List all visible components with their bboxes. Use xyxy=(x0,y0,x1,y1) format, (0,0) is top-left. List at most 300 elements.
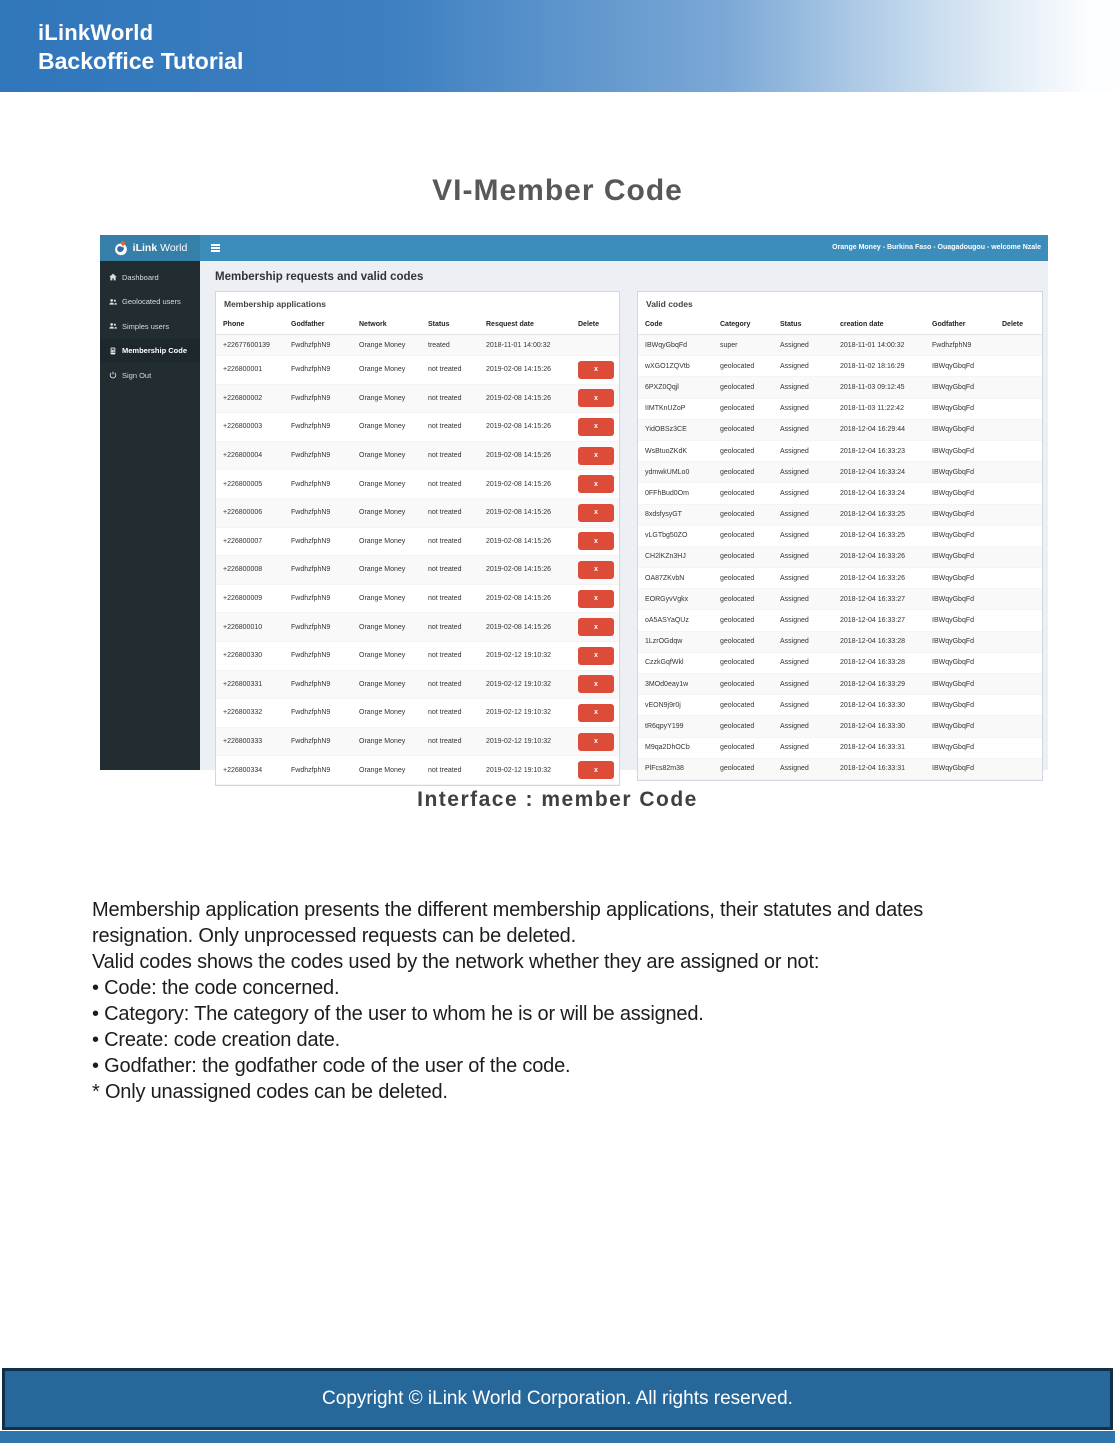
table-cell: FwdhzfphN9 xyxy=(291,537,331,545)
table-cell: 2019-02-08 14:15:26 xyxy=(486,537,551,545)
table-cell: Assigned xyxy=(780,595,809,603)
delete-button[interactable]: x xyxy=(578,675,614,693)
table-cell: 2018-11-01 14:00:32 xyxy=(840,341,905,349)
table-cell: 2019-02-08 14:15:26 xyxy=(486,623,551,631)
table-cell: Orange Money xyxy=(359,423,406,431)
delete-button[interactable]: x xyxy=(578,389,614,407)
panel-title: Valid codes xyxy=(646,299,693,309)
table-cell: not treated xyxy=(428,738,462,746)
table-cell: OA87ZKvbN xyxy=(645,574,685,582)
doc-banner-line2: Backoffice Tutorial xyxy=(38,48,244,74)
figure-caption: Interface : member Code xyxy=(417,788,698,811)
table-row xyxy=(638,505,1042,526)
table-cell: 6PXZ0Qqjl xyxy=(645,383,679,391)
delete-cell xyxy=(571,389,619,407)
table-cell: not treated xyxy=(428,623,462,631)
app-page-heading: Membership requests and valid codes xyxy=(215,271,424,283)
table-cell: not treated xyxy=(428,595,462,603)
table-cell: 2018-12-04 16:33:24 xyxy=(840,489,905,497)
panel-title: Membership applications xyxy=(224,299,327,309)
table-cell: Orange Money xyxy=(359,509,406,517)
table-cell: +226800004 xyxy=(223,452,263,460)
table-cell: geolocated xyxy=(720,447,755,455)
table-cell: Assigned xyxy=(780,447,809,455)
table-cell: FwdhzfphN9 xyxy=(291,680,331,688)
table-cell: 2019-02-08 14:15:26 xyxy=(486,595,551,603)
delete-button[interactable]: x xyxy=(578,704,614,722)
table-cell: IIMTKnUZoP xyxy=(645,405,686,413)
table-cell: treated xyxy=(428,341,450,349)
table-cell: EORGyvVgkx xyxy=(645,595,689,603)
column-header: Category xyxy=(720,320,751,328)
globe-pin-icon xyxy=(113,240,129,256)
delete-button[interactable]: x xyxy=(578,532,614,550)
table-cell: 2019-02-12 19:10:32 xyxy=(486,652,551,660)
table-cell: PlFcs82m38 xyxy=(645,765,684,773)
table-row xyxy=(216,585,619,614)
table-cell: Assigned xyxy=(780,659,809,667)
table-cell: not treated xyxy=(428,394,462,402)
table-cell: not treated xyxy=(428,366,462,374)
table-cell: geolocated xyxy=(720,744,755,752)
table-cell: super xyxy=(720,341,738,349)
table-cell: not treated xyxy=(428,566,462,574)
table-cell: 2018-12-04 16:33:26 xyxy=(840,574,905,582)
table-row xyxy=(638,759,1042,780)
table-cell: 2018-12-04 16:33:28 xyxy=(840,638,905,646)
table-cell: 1LzrOGdqw xyxy=(645,638,683,646)
table-cell: IBWqyGbqFd xyxy=(932,617,975,625)
table-row xyxy=(638,377,1042,398)
table-cell: IBWqyGbqFd xyxy=(932,722,975,730)
table-cell: 2018-12-04 16:33:30 xyxy=(840,722,905,730)
app-screenshot xyxy=(100,235,1048,774)
table-cell: 2018-12-04 16:33:27 xyxy=(840,617,905,625)
table-cell: FwdhzfphN9 xyxy=(291,623,331,631)
delete-cell xyxy=(571,418,619,436)
table-cell: Orange Money xyxy=(359,341,406,349)
table-cell: Orange Money xyxy=(359,680,406,688)
doc-banner xyxy=(0,0,1115,92)
table-cell: Orange Money xyxy=(359,452,406,460)
table-cell: +226800006 xyxy=(223,509,263,517)
table-cell: vLGTbg50ZO xyxy=(645,532,688,540)
table-row xyxy=(638,695,1042,716)
delete-button[interactable]: x xyxy=(578,504,614,522)
table-row xyxy=(638,547,1042,568)
table-row xyxy=(216,671,619,700)
column-header: Resquest date xyxy=(486,320,534,328)
table-cell: not treated xyxy=(428,423,462,431)
table-cell: IBWqyGbqFd xyxy=(932,574,975,582)
table-cell: IBWqyGbqFd xyxy=(932,489,975,497)
delete-cell xyxy=(571,361,619,379)
table-cell: CH2lKZn3HJ xyxy=(645,553,686,561)
table-cell: FwdhzfphN9 xyxy=(291,366,331,374)
delete-button[interactable]: x xyxy=(578,733,614,751)
table-cell: IBWqyGbqFd xyxy=(932,680,975,688)
table-cell: not treated xyxy=(428,480,462,488)
page-title: VI-Member Code xyxy=(432,174,683,207)
table-cell: geolocated xyxy=(720,722,755,730)
table-cell: Orange Money xyxy=(359,623,406,631)
table-cell: geolocated xyxy=(720,617,755,625)
membership-applications-panel xyxy=(215,291,620,786)
table-cell: 2019-02-08 14:15:26 xyxy=(486,423,551,431)
power-icon xyxy=(109,371,117,379)
table-cell: FwdhzfphN9 xyxy=(291,738,331,746)
table-cell: Assigned xyxy=(780,765,809,773)
table-cell: geolocated xyxy=(720,383,755,391)
delete-button[interactable]: x xyxy=(578,647,614,665)
table-cell: +226800007 xyxy=(223,537,263,545)
table-cell: not treated xyxy=(428,680,462,688)
table-cell: Assigned xyxy=(780,638,809,646)
table-cell: 2018-12-04 16:33:24 xyxy=(840,468,905,476)
table-cell: not treated xyxy=(428,537,462,545)
table-row xyxy=(216,442,619,471)
table-cell: WsBtuoZKdK xyxy=(645,447,688,455)
table-cell: M9qa2DhOCb xyxy=(645,744,690,752)
table-cell: IBWqyGbqFd xyxy=(645,341,688,349)
table-cell: 3MOd0eay1w xyxy=(645,680,689,688)
table-cell: Assigned xyxy=(780,744,809,752)
table-cell: 2018-11-02 18:16:29 xyxy=(840,362,905,370)
column-header: Godfather xyxy=(932,320,966,328)
table-cell: FwdhzfphN9 xyxy=(291,452,331,460)
table-cell: geolocated xyxy=(720,574,755,582)
column-header: creation date xyxy=(840,320,884,328)
table-cell: Assigned xyxy=(780,468,809,476)
table-cell: not treated xyxy=(428,766,462,774)
footer-strip xyxy=(0,1431,1115,1443)
delete-cell xyxy=(571,675,619,693)
delete-button[interactable]: x xyxy=(578,475,614,493)
table-cell: 2019-02-08 14:15:26 xyxy=(486,452,551,460)
table-cell: 0FFhBud0Om xyxy=(645,489,689,497)
table-cell: FwdhzfphN9 xyxy=(291,394,331,402)
table-row xyxy=(638,674,1042,695)
table-cell: +226800010 xyxy=(223,623,263,631)
table-cell: 2018-12-04 16:33:31 xyxy=(840,765,905,773)
delete-cell xyxy=(571,561,619,579)
table-cell: FwdhzfphN9 xyxy=(291,766,331,774)
table-cell: Assigned xyxy=(780,680,809,688)
sidebar-item-simples-users[interactable]: Simples users xyxy=(100,314,200,339)
table-cell: +226800334 xyxy=(223,766,263,774)
table-cell: geolocated xyxy=(720,595,755,603)
hamburger-menu-icon[interactable] xyxy=(211,244,220,251)
table-row xyxy=(638,335,1042,356)
table-cell: Assigned xyxy=(780,722,809,730)
table-cell: +226800331 xyxy=(223,680,263,688)
app-navbar-main xyxy=(200,235,1048,261)
table-cell: IBWqyGbqFd xyxy=(932,405,975,413)
table-cell: Orange Money xyxy=(359,595,406,603)
delete-cell xyxy=(571,761,619,779)
delete-button[interactable]: x xyxy=(578,590,614,608)
delete-button[interactable]: x xyxy=(578,618,614,636)
table-row xyxy=(638,589,1042,610)
column-header: Delete xyxy=(578,320,600,328)
table-row xyxy=(638,441,1042,462)
table-cell: +226800009 xyxy=(223,595,263,603)
column-header: Network xyxy=(359,320,387,328)
delete-button[interactable]: x xyxy=(578,761,614,779)
table-row xyxy=(638,526,1042,547)
delete-cell xyxy=(571,504,619,522)
table-cell: Orange Money xyxy=(359,480,406,488)
table-cell: geolocated xyxy=(720,362,755,370)
table-cell: 2018-12-04 16:33:27 xyxy=(840,595,905,603)
membership-applications-table xyxy=(216,314,619,785)
table-cell: +226800001 xyxy=(223,366,263,374)
table-header-row xyxy=(216,314,619,335)
table-cell: Assigned xyxy=(780,701,809,709)
body-line: • Create: code creation date. xyxy=(92,1029,341,1051)
table-cell: 2018-12-04 16:33:23 xyxy=(840,447,905,455)
table-cell: 2018-12-04 16:33:25 xyxy=(840,511,905,519)
valid-codes-panel xyxy=(637,291,1043,781)
app-content xyxy=(200,261,1048,774)
app-brand: iLink World xyxy=(132,242,188,254)
table-cell: not treated xyxy=(428,452,462,460)
table-cell: Assigned xyxy=(780,553,809,561)
table-cell: geolocated xyxy=(720,553,755,561)
table-cell: 2018-12-04 16:29:44 xyxy=(840,426,905,434)
table-cell: geolocated xyxy=(720,659,755,667)
table-cell: geolocated xyxy=(720,638,755,646)
table-cell: IBWqyGbqFd xyxy=(932,362,975,370)
table-cell: 2019-02-12 19:10:32 xyxy=(486,766,551,774)
table-cell: Assigned xyxy=(780,341,809,349)
table-row xyxy=(638,738,1042,759)
delete-cell xyxy=(571,618,619,636)
table-cell: Orange Money xyxy=(359,738,406,746)
table-cell: 2019-02-08 14:15:26 xyxy=(486,394,551,402)
delete-cell xyxy=(571,475,619,493)
delete-cell xyxy=(571,647,619,665)
navbar-user-info: Orange Money - Burkina Faso - Ouagadougou - welcome Nzale xyxy=(832,244,1041,251)
table-cell: 2018-12-04 16:33:29 xyxy=(840,680,905,688)
table-cell: +226800005 xyxy=(223,480,263,488)
table-cell: IBWqyGbqFd xyxy=(932,511,975,519)
body-text xyxy=(92,897,1102,1105)
table-cell: 2019-02-12 19:10:32 xyxy=(486,680,551,688)
table-cell: not treated xyxy=(428,709,462,717)
column-header: Godfather xyxy=(291,320,325,328)
table-cell: IBWqyGbqFd xyxy=(932,447,975,455)
delete-button[interactable]: x xyxy=(578,418,614,436)
table-cell: FwdhzfphN9 xyxy=(291,341,331,349)
table-cell: not treated xyxy=(428,652,462,660)
table-row xyxy=(638,653,1042,674)
table-cell: FwdhzfphN9 xyxy=(932,341,972,349)
table-cell: FwdhzfphN9 xyxy=(291,595,331,603)
table-row xyxy=(638,399,1042,420)
table-cell: 2019-02-08 14:15:26 xyxy=(486,509,551,517)
column-header: Status xyxy=(780,320,802,328)
table-cell: FwdhzfphN9 xyxy=(291,509,331,517)
table-cell: +226800008 xyxy=(223,566,263,574)
delete-cell xyxy=(571,447,619,465)
table-cell: wXGO1ZQVtb xyxy=(645,362,690,370)
footer-text: Copyright © iLink World Corporation. All rights reserved. xyxy=(322,1388,793,1409)
sidebar-item-geolocated-users[interactable]: Geolocated users xyxy=(100,290,200,315)
table-cell: +226800330 xyxy=(223,652,263,660)
table-cell: geolocated xyxy=(720,701,755,709)
doc-banner-line1: iLinkWorld xyxy=(38,20,154,45)
delete-button[interactable]: x xyxy=(578,561,614,579)
table-cell: geolocated xyxy=(720,680,755,688)
table-row xyxy=(216,413,619,442)
table-cell: CzzkGqfWkl xyxy=(645,659,684,667)
table-cell: geolocated xyxy=(720,511,755,519)
delete-cell xyxy=(571,532,619,550)
table-cell: IBWqyGbqFd xyxy=(932,468,975,476)
table-row xyxy=(216,556,619,585)
table-cell: IBWqyGbqFd xyxy=(932,744,975,752)
table-cell: oA5ASYaQUz xyxy=(645,617,689,625)
table-row xyxy=(638,483,1042,504)
column-header: Status xyxy=(428,320,450,328)
membership-icon xyxy=(109,347,117,355)
table-cell: IBWqyGbqFd xyxy=(932,553,975,561)
table-row xyxy=(216,728,619,757)
table-cell: geolocated xyxy=(720,532,755,540)
table-cell: 2018-12-04 16:33:25 xyxy=(840,532,905,540)
table-row xyxy=(216,642,619,671)
table-cell: IBWqyGbqFd xyxy=(932,383,975,391)
body-line: • Code: the code concerned. xyxy=(92,977,340,999)
table-cell: 2019-02-12 19:10:32 xyxy=(486,709,551,717)
table-row xyxy=(216,335,619,356)
sidebar-item-dashboard[interactable]: Dashboard xyxy=(100,265,200,290)
sidebar-item-sign-out[interactable]: Sign Out xyxy=(100,363,200,388)
table-cell: Orange Money xyxy=(359,537,406,545)
table-cell: geolocated xyxy=(720,468,755,476)
app-sidebar xyxy=(100,261,200,770)
table-cell: +226800333 xyxy=(223,738,263,746)
home-icon xyxy=(109,273,117,281)
table-cell: Orange Money xyxy=(359,766,406,774)
table-cell: 2018-12-04 16:33:31 xyxy=(840,744,905,752)
table-row xyxy=(216,499,619,528)
table-cell: Orange Money xyxy=(359,652,406,660)
table-cell: tR6qpyY199 xyxy=(645,722,684,730)
table-cell: IBWqyGbqFd xyxy=(932,659,975,667)
valid-codes-table xyxy=(638,314,1042,780)
table-cell: geolocated xyxy=(720,765,755,773)
table-cell: 2019-02-08 14:15:26 xyxy=(486,566,551,574)
table-cell: Assigned xyxy=(780,532,809,540)
table-row xyxy=(638,462,1042,483)
table-row xyxy=(216,756,619,785)
table-cell: FwdhzfphN9 xyxy=(291,709,331,717)
table-cell: IBWqyGbqFd xyxy=(932,426,975,434)
table-row xyxy=(638,716,1042,737)
users-icon xyxy=(109,298,117,306)
table-cell: 8xdsfysyGT xyxy=(645,511,682,519)
table-cell: Assigned xyxy=(780,426,809,434)
table-cell: FwdhzfphN9 xyxy=(291,480,331,488)
table-cell: +22677600139 xyxy=(223,341,270,349)
table-cell: +226800332 xyxy=(223,709,263,717)
table-cell: geolocated xyxy=(720,489,755,497)
table-cell: IBWqyGbqFd xyxy=(932,638,975,646)
body-line: Membership application presents the different membership applications, their statutes and dates xyxy=(92,899,924,921)
table-cell: 2018-11-01 14:00:32 xyxy=(486,341,551,349)
column-header: Delete xyxy=(1002,320,1024,328)
table-cell: Orange Money xyxy=(359,366,406,374)
body-line: * Only unassigned codes can be deleted. xyxy=(92,1081,448,1103)
app-logo[interactable] xyxy=(100,235,200,261)
body-line: • Godfather: the godfather code of the user of the code. xyxy=(92,1055,571,1077)
table-cell: FwdhzfphN9 xyxy=(291,652,331,660)
table-row xyxy=(638,420,1042,441)
table-row xyxy=(216,470,619,499)
table-cell: IBWqyGbqFd xyxy=(932,701,975,709)
table-cell: Assigned xyxy=(780,405,809,413)
table-cell: 2019-02-08 14:15:26 xyxy=(486,366,551,374)
delete-button[interactable]: x xyxy=(578,361,614,379)
table-cell: geolocated xyxy=(720,426,755,434)
table-cell: +226800002 xyxy=(223,394,263,402)
users-icon xyxy=(109,322,117,330)
table-cell: Assigned xyxy=(780,383,809,391)
table-cell: FwdhzfphN9 xyxy=(291,423,331,431)
column-header: Phone xyxy=(223,320,245,328)
delete-cell xyxy=(571,733,619,751)
column-header: Code xyxy=(645,320,663,328)
table-row xyxy=(638,610,1042,631)
table-cell: 2018-12-04 16:33:26 xyxy=(840,553,905,561)
table-cell: 2019-02-12 19:10:32 xyxy=(486,738,551,746)
table-cell: YidOBSz3CE xyxy=(645,426,687,434)
table-cell: IBWqyGbqFd xyxy=(932,595,975,603)
table-cell: 2018-12-04 16:33:30 xyxy=(840,701,905,709)
delete-cell xyxy=(571,704,619,722)
sidebar-item-membership-code[interactable]: Membership Code xyxy=(100,339,200,364)
footer xyxy=(2,1368,1113,1430)
table-cell: Orange Money xyxy=(359,394,406,402)
body-line: • Category: The category of the user to whom he is or will be assigned. xyxy=(92,1003,704,1025)
table-row xyxy=(216,699,619,728)
table-cell: ydmwkUMLo0 xyxy=(645,468,690,476)
body-line: Valid codes shows the codes used by the network whether they are assigned or not: xyxy=(92,951,820,973)
table-cell: FwdhzfphN9 xyxy=(291,566,331,574)
table-cell: Assigned xyxy=(780,362,809,370)
table-cell: Assigned xyxy=(780,511,809,519)
table-row xyxy=(216,385,619,414)
app-navbar xyxy=(100,235,1048,261)
body-line: resignation. Only unprocessed requests can be deleted. xyxy=(92,925,576,947)
table-row xyxy=(216,613,619,642)
table-cell: geolocated xyxy=(720,405,755,413)
table-cell: Orange Money xyxy=(359,566,406,574)
delete-cell xyxy=(571,590,619,608)
table-cell: Assigned xyxy=(780,617,809,625)
table-row xyxy=(216,528,619,557)
table-header-row xyxy=(638,314,1042,335)
table-cell: +226800003 xyxy=(223,423,263,431)
delete-button[interactable]: x xyxy=(578,447,614,465)
table-row xyxy=(216,356,619,385)
table-cell: 2018-12-04 16:33:28 xyxy=(840,659,905,667)
table-cell: 2018-11-03 09:12:45 xyxy=(840,383,905,391)
table-cell: Assigned xyxy=(780,489,809,497)
table-cell: 2018-11-03 11:22:42 xyxy=(840,405,904,413)
